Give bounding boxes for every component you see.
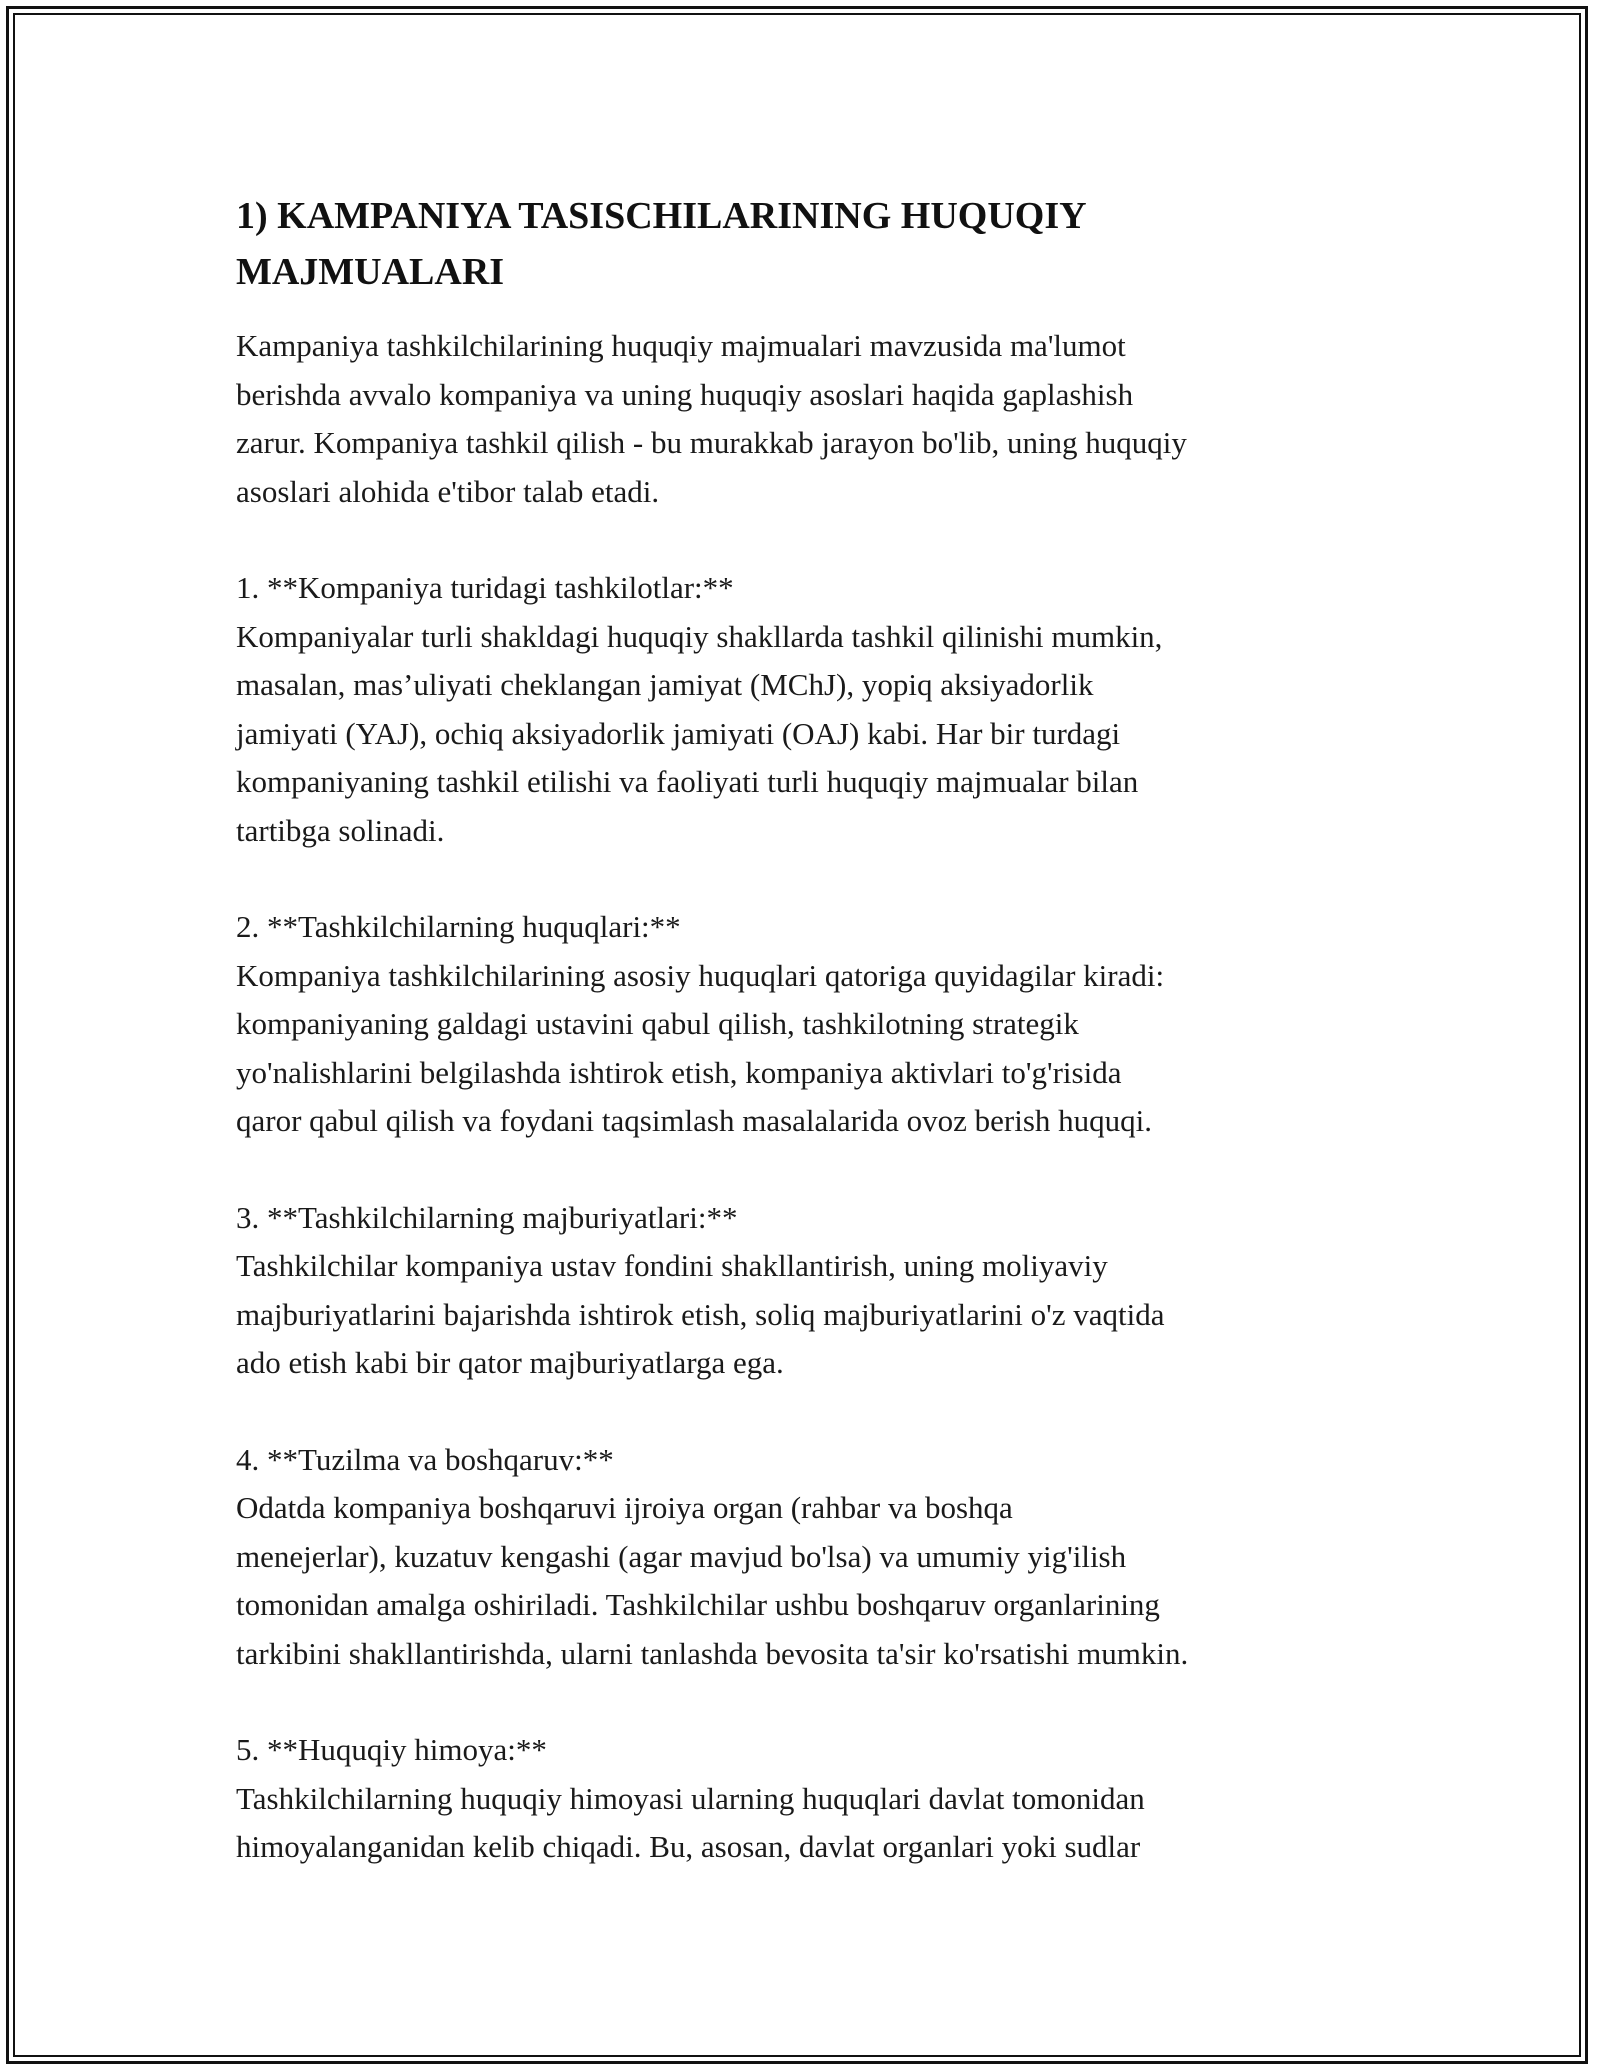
section-3-heading: 3. **Tashkilchilarning majburiyatlari:** xyxy=(236,1199,738,1235)
section-4 xyxy=(236,1436,1386,1679)
section-4-heading: 4. **Tuzilma va boshqaruv:** xyxy=(236,1441,614,1477)
intro-paragraph: Kampaniya tashkilchilarining huquqiy majmualari mavzusida ma'lumot berishda avvalo kompaniya va uning huquqiy asoslari haqida gaplashish zarur. Kompaniya tashkil qilish - bu murakkab jarayon bo'lib, uning huquqiy asoslari alohida e'tibor talab etadi. xyxy=(236,328,1187,509)
section-2-body: Kompaniya tashkilchilarining asosiy huquqlari qatoriga quyidagilar kiradi: kompaniyaning galdagi ustavini qabul qilish, tashkilotning strategik yo'nalishlarini belgilashda ishtirok etish, kompaniya aktivlari to'g'risida qaror qabul qilish va foydani taqsimlash masalalarida ovoz berish huquqi. xyxy=(236,957,1165,1138)
section-5-heading: 5. **Huquqiy himoya:** xyxy=(236,1732,547,1767)
section-5 xyxy=(236,1726,1386,1872)
section-2 xyxy=(236,903,1386,1146)
section-3-body: Tashkilchilar kompaniya ustav fondini shakllantirish, uning moliyaviy majburiyatlarini bajarishda ishtirok etish, soliq majburiyatlarini o'z vaqtida ado etish kabi bir qator majburiyatlarga ega. xyxy=(236,1248,1165,1380)
section-1-heading: 1. **Kompaniya turidagi tashkilotlar:** xyxy=(236,570,734,605)
section-1-body: Kompaniyalar turli shakldagi huquqiy shakllarda tashkil qilinishi mumkin, masalan, mas’uliyati cheklangan jamiyat (MChJ), yopiq aksiyadorlik jamiyati (YAJ), ochiq aksiyadorlik jamiyati (OAJ) kabi. Har bir turdagi kompaniyaning tashkil etilishi va faoliyati turli huquqiy majmualar bilan tartibga solinadi. xyxy=(236,618,1163,848)
section-1 xyxy=(236,564,1386,855)
section-2-heading: 2. **Tashkilchilarning huquqlari:** xyxy=(236,909,681,944)
document-title-line-1: 1) KAMPANIYA TASISCHILARINING HUQUQIY xyxy=(236,195,1087,237)
document-content xyxy=(236,188,1386,1872)
section-4-body: Odatda kompaniya boshqaruvi ijroiya organ (rahbar va boshqa menejerlar), kuzatuv kengashi (agar mavjud bo'lsa) va umumiy yig'ilish tomonidan amalga oshiriladi. Tashkilchilar ushbu boshqaruv organlarining tarkibini shakllantirishda, ularni tanlashda bevosita ta'sir ko'rsatishi mumkin. xyxy=(236,1490,1189,1671)
section-5-body: Tashkilchilarning huquqiy himoyasi ularning huquqlari davlat tomonidan himoyalanganidan kelib chiqadi. Bu, asosan, davlat organlari yoki sudlar xyxy=(236,1780,1145,1864)
section-3 xyxy=(236,1194,1386,1388)
document-title xyxy=(236,188,1386,300)
document-title-line-2: MAJMUALARI xyxy=(236,251,505,293)
